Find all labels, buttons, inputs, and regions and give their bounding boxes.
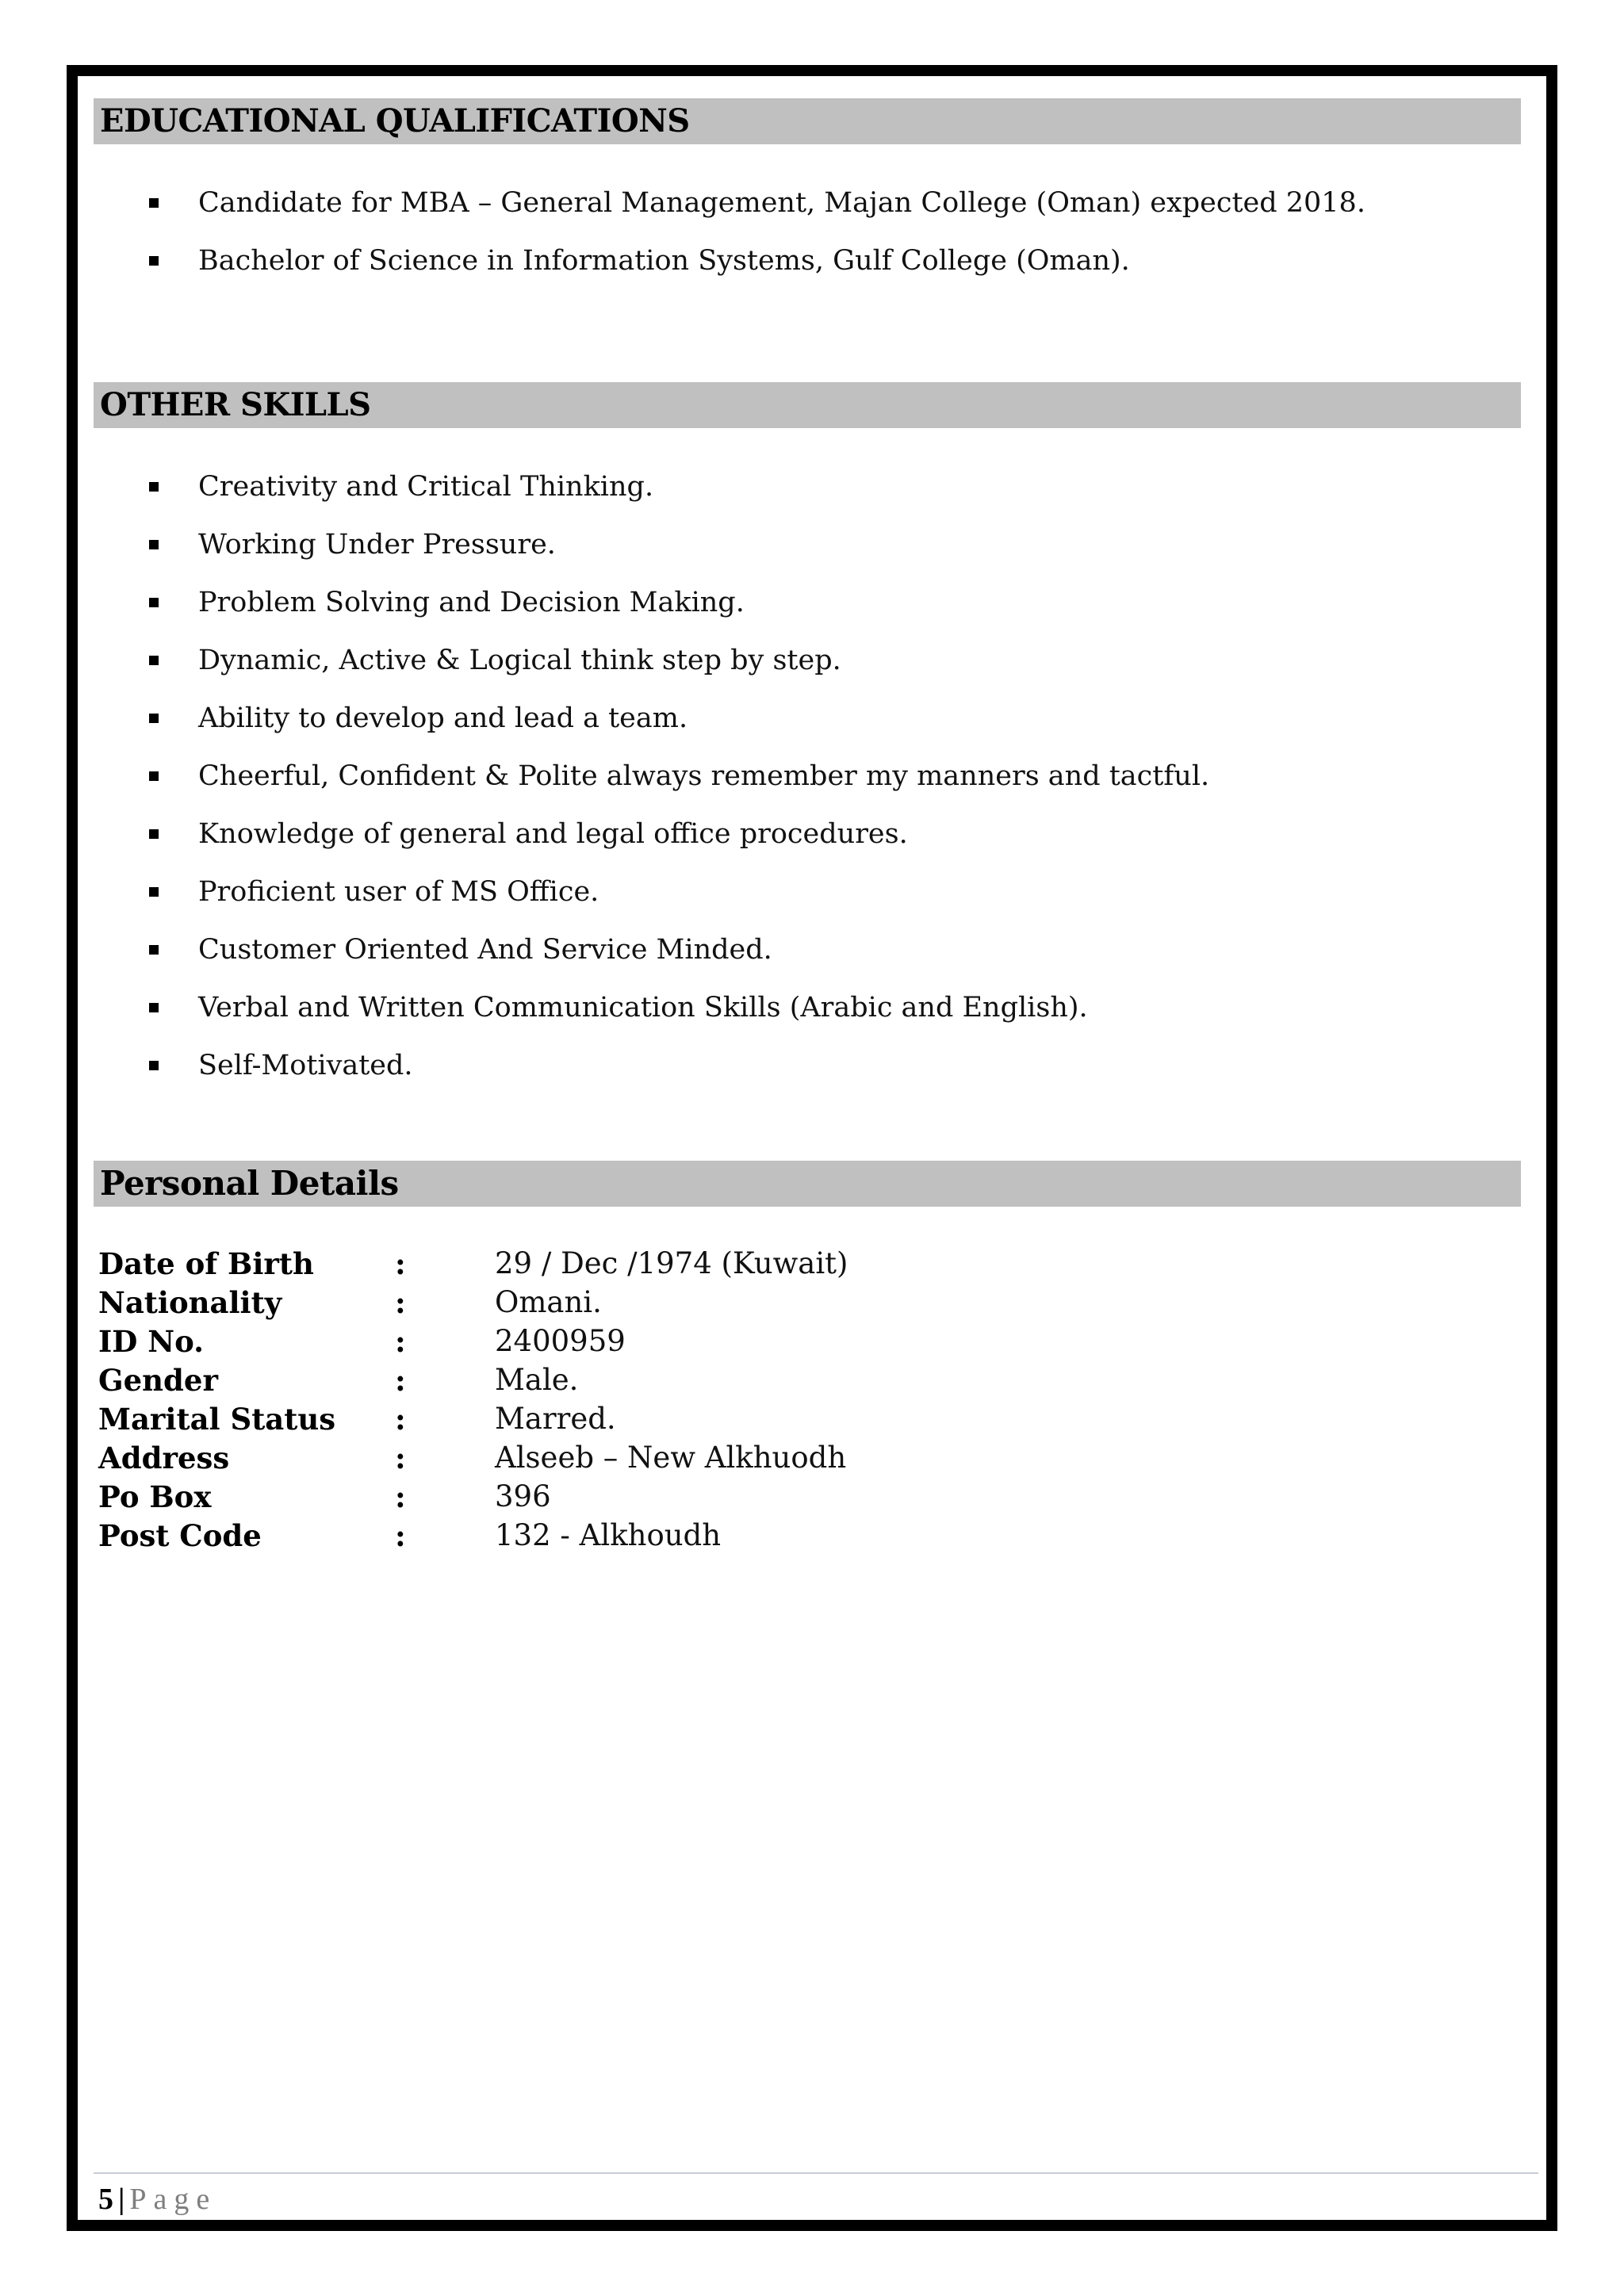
page-word: Page bbox=[129, 2183, 217, 2216]
footer-separator: | bbox=[118, 2183, 125, 2216]
detail-value: Male. bbox=[495, 1363, 579, 1397]
square-bullet-icon bbox=[149, 829, 159, 839]
list-item: Knowledge of general and legal office procedures. bbox=[149, 818, 1209, 850]
detail-colon: : bbox=[395, 1441, 406, 1475]
detail-label: Nationality bbox=[98, 1285, 282, 1320]
list-item: Bachelor of Science in Information Systems, Gulf College (Oman). bbox=[149, 245, 1365, 277]
detail-colon: : bbox=[395, 1324, 406, 1359]
detail-colon: : bbox=[395, 1479, 406, 1514]
education-list bbox=[149, 187, 1365, 303]
list-item: Verbal and Written Communication Skills (Arabic and English). bbox=[149, 992, 1209, 1024]
list-item: Customer Oriented And Service Minded. bbox=[149, 934, 1209, 966]
square-bullet-icon bbox=[149, 198, 159, 208]
detail-value: 2400959 bbox=[495, 1324, 626, 1358]
detail-value: Marred. bbox=[495, 1402, 616, 1436]
square-bullet-icon bbox=[149, 945, 159, 955]
list-item: Proficient user of MS Office. bbox=[149, 876, 1209, 908]
skills-list bbox=[149, 471, 1209, 1108]
detail-colon: : bbox=[395, 1285, 406, 1320]
education-heading: EDUCATIONAL QUALIFICATIONS bbox=[94, 98, 1521, 144]
detail-colon: : bbox=[395, 1363, 406, 1398]
list-item: Cheerful, Confident & Polite always remember my manners and tactful. bbox=[149, 760, 1209, 792]
list-item: Self-Motivated. bbox=[149, 1050, 1209, 1081]
square-bullet-icon bbox=[149, 714, 159, 723]
detail-label: Date of Birth bbox=[98, 1246, 314, 1281]
square-bullet-icon bbox=[149, 771, 159, 781]
detail-value: Omani. bbox=[495, 1285, 602, 1319]
square-bullet-icon bbox=[149, 256, 159, 266]
personal-heading: Personal Details bbox=[94, 1161, 1521, 1207]
list-item: Candidate for MBA – General Management, Majan College (Oman) expected 2018. bbox=[149, 187, 1365, 219]
square-bullet-icon bbox=[149, 1003, 159, 1012]
detail-value: Alseeb – New Alkhuodh bbox=[495, 1441, 847, 1475]
square-bullet-icon bbox=[149, 482, 159, 492]
square-bullet-icon bbox=[149, 598, 159, 607]
detail-colon: : bbox=[395, 1246, 406, 1281]
list-item: Problem Solving and Decision Making. bbox=[149, 587, 1209, 618]
detail-value: 29 / Dec /1974 (Kuwait) bbox=[495, 1246, 848, 1280]
page-number: 5 bbox=[98, 2183, 113, 2216]
list-item: Dynamic, Active & Logical think step by step. bbox=[149, 645, 1209, 676]
list-item: Creativity and Critical Thinking. bbox=[149, 471, 1209, 503]
list-item: Working Under Pressure. bbox=[149, 529, 1209, 561]
footer-divider bbox=[94, 2172, 1538, 2174]
detail-value: 132 - Alkhoudh bbox=[495, 1518, 722, 1552]
list-item: Ability to develop and lead a team. bbox=[149, 702, 1209, 734]
detail-label: Marital Status bbox=[98, 1402, 336, 1437]
detail-label: Po Box bbox=[98, 1479, 212, 1514]
detail-colon: : bbox=[395, 1518, 406, 1553]
square-bullet-icon bbox=[149, 1061, 159, 1070]
square-bullet-icon bbox=[149, 540, 159, 549]
detail-label: ID No. bbox=[98, 1324, 205, 1359]
page-footer bbox=[98, 2182, 216, 2217]
detail-label: Post Code bbox=[98, 1518, 262, 1553]
detail-value: 396 bbox=[495, 1479, 551, 1513]
skills-heading: OTHER SKILLS bbox=[94, 382, 1521, 428]
detail-label: Address bbox=[98, 1441, 230, 1475]
detail-colon: : bbox=[395, 1402, 406, 1437]
detail-label: Gender bbox=[98, 1363, 218, 1398]
square-bullet-icon bbox=[149, 887, 159, 897]
square-bullet-icon bbox=[149, 656, 159, 665]
